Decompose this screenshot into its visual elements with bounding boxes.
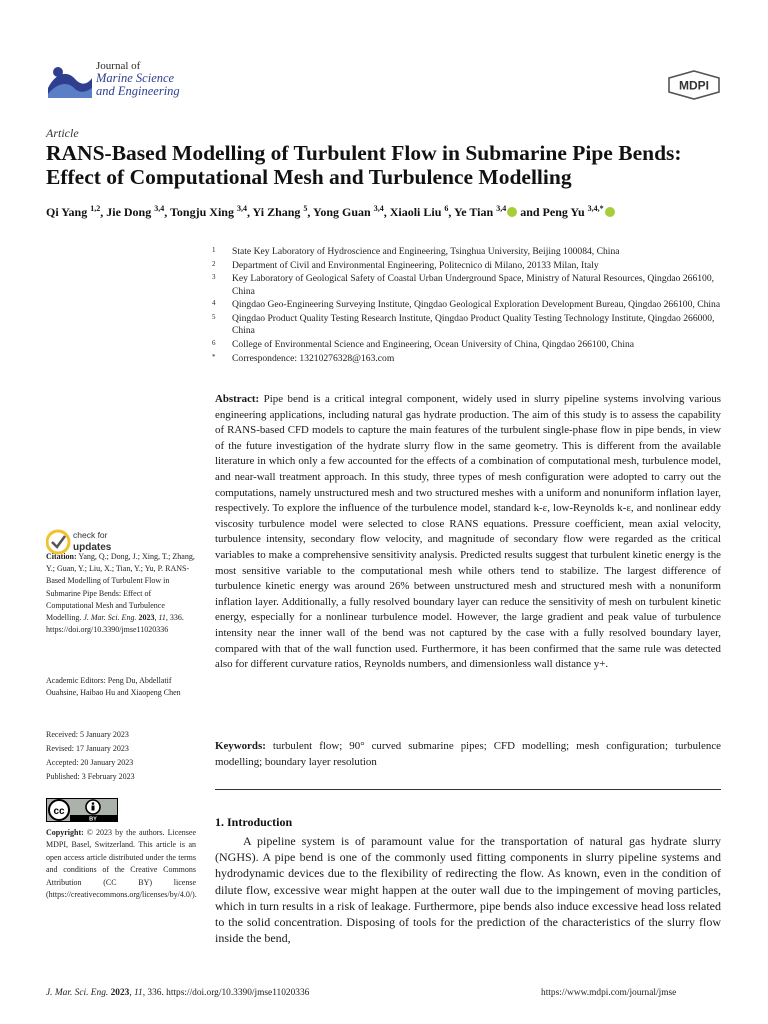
author-affiliation-marker: 3,4 <box>496 204 507 213</box>
journal-name <box>96 72 236 98</box>
affiliation-number: 5 <box>212 313 216 322</box>
footer-volume: 11 <box>134 988 143 998</box>
author-name[interactable]: Ye Tian <box>453 205 497 219</box>
cc-by-text: BY <box>89 816 97 822</box>
author-separator: and <box>517 205 543 219</box>
author-name[interactable]: Yi Zhang <box>252 205 304 219</box>
footer-year: 2023 <box>110 988 130 998</box>
journal-name-line-1: Marine Science <box>96 71 175 85</box>
dates-block <box>46 728 196 784</box>
copyright-label: Copyright: <box>46 828 84 837</box>
affiliation-text: College of Environmental Science and Engineering, Ocean University of China, Qingdao 266100, China <box>232 338 635 350</box>
article-title: RANS-Based Modelling of Turbulent Flow in Submarine Pipe Bends: Effect of Computational Mesh and Turbulence Modelling <box>46 141 682 189</box>
date-accepted: Accepted: 20 January 2023 <box>46 758 134 767</box>
footer-journal: J. Mar. Sci. Eng. <box>46 988 109 998</box>
author-affiliation-marker: 3,4 <box>373 204 384 213</box>
affiliation-item <box>212 273 722 297</box>
author-separator: , <box>164 205 171 219</box>
affiliation-number: 4 <box>212 299 216 308</box>
affiliation-text: State Key Laboratory of Hydroscience and Engineering, Tsinghua University, Beijing 100084, China <box>232 246 620 257</box>
check-updates-text-2: updates <box>73 542 112 553</box>
journal-name-line-2: and Engineering <box>96 84 180 98</box>
affiliation-text: Department of Civil and Environmental Engineering, Politecnico di Milano, 20133 Milan, Italy <box>232 259 599 271</box>
author-affiliation-marker: 3,4 <box>236 204 247 213</box>
keywords <box>215 739 721 770</box>
citation-doi[interactable]: , 336. https://doi.org/10.3390/jmse11020336 <box>46 613 184 635</box>
author-affiliation-marker: 3,4 <box>154 204 165 213</box>
footer-citation: J. Mar. Sci. Eng. 2023, 11, 336. https://doi.org/10.3390/jmse11020336 <box>46 988 310 998</box>
introduction-heading: 1. Introduction <box>215 815 293 829</box>
author-affiliation-marker: 5 <box>303 204 308 213</box>
copyright-block <box>46 827 196 901</box>
author-name[interactable]: Yong Guan <box>312 205 374 219</box>
cc-by-license-icon[interactable] <box>46 798 118 822</box>
keywords-label: Keywords: <box>215 740 266 752</box>
date-revised: Revised: 17 January 2023 <box>46 744 129 753</box>
section-divider <box>215 789 721 790</box>
author-name[interactable]: Peng Yu <box>542 205 588 219</box>
author-affiliation-marker: 6 <box>444 204 449 213</box>
introduction-paragraph: A pipeline system is of paramount value for the transportation of natural gas hydrate slurry (NGHS). A pipe bend is one of the commonly used fitting components in slurry pipeline systems and hydrodynamic devices due to the flexibility of redirecting the flow. As known, even in the condition of dilute flow, excessive wear might happen at the outer wall due to the impingement of moving particles, which in turn results in a risk of leakage. Furthermore, pipe bends also induce excessive head loss related to the solid concentration. Disposing of tools for the prediction of the characteristics of the slurry flow inside the bend, <box>215 834 721 946</box>
affiliation-number: 6 <box>212 338 216 347</box>
affiliation-number: * <box>212 352 216 361</box>
mdpi-logo-icon <box>666 70 722 100</box>
affiliation-text: Correspondence: 13210276328@163.com <box>232 352 395 364</box>
date-published: Published: 3 February 2023 <box>46 772 135 781</box>
check-updates-text-1: check for <box>73 530 108 540</box>
author-name[interactable]: Jie Dong <box>106 205 155 219</box>
orcid-icon[interactable] <box>507 207 517 217</box>
affiliation-item <box>212 246 722 258</box>
citation-label: Citation: <box>46 552 77 561</box>
author-name[interactable]: Tongju Xing <box>170 205 237 219</box>
affiliation-text: Qingdao Geo-Engineering Surveying Institute, Qingdao Geological Exploration Development Bureau, Qingdao 266100, China <box>232 299 721 311</box>
author-affiliation-marker: 1,2 <box>90 204 101 213</box>
author-separator: , <box>307 205 313 219</box>
author-separator: , <box>100 205 107 219</box>
affiliation-item <box>212 353 722 365</box>
keywords-text: turbulent flow; 90° curved submarine pipes; CFD modelling; mesh configuration; turbulence modelling; boundary layer resolution <box>215 740 721 768</box>
author-separator: , <box>448 205 454 219</box>
journal-of-label: Journal of <box>96 60 141 72</box>
citation-journal: J. Mar. Sci. Eng. <box>83 613 137 623</box>
abstract-label: Abstract: <box>215 393 260 405</box>
orcid-icon[interactable] <box>605 207 615 217</box>
citation-block: Citation: Yang, Q.; Dong, J.; Xing, T.; Zhang, Y.; Guan, Y.; Liu, X.; Tian, Y.; Yu, P. RANS-Based Modelling of Turbulent Flow in Submarine Pipe Bends: Effect of Computational Mesh and Turbulence Modelling. J. Mar. Sci. Eng. 2023, 11, 336. https://doi.org/10.3390/jmse11020336 <box>46 552 195 635</box>
affiliations <box>212 246 722 366</box>
author-name[interactable]: Qi Yang <box>46 205 91 219</box>
author-separator: , <box>246 205 253 219</box>
affiliation-text: Key Laboratory of Geological Safety of Coastal Urban Underground Space, Ministry of Natural Resources, Qingdao 266100, China <box>232 273 715 297</box>
abstract-text: Pipe bend is a critical integral component, widely used in slurry pipeline systems involving various engineering applications, including natural gas hydrate production. The aim of this study is to assess the capability of RANS-based CFD models to capture the main features of the turbulent single-phase flow in pipe bends, in view of the future investigation of the hydrate slurry flow in the same geometry. This is different from the available literature in which only a few accounted for the effects of a combination of computational mesh, turbulence model, and near-wall treatment approach. In this study, three types of mesh configuration were adopted to carry out the computations, namely unstructured mesh and two structured meshes with a uniform and nonuniform inflation layer, respectively. To explore the influence of the turbulence model, standard k-ε, low-Reynolds k-ε, and nonlinear eddy viscosity turbulence model were selected to close RANS equations. Pressure coefficient, mean axial velocity, turbulence intensity, secondary flow velocity, and magnitude of secondary flow were regarded as the critical variables to make a comprehensive sensitivity analysis. Predicted results suggest that turbulent kinetic energy is the most sensitive variable to the computational mesh while others tend to stabilize. The largest difference of turbulence kinetic energy was around 26% between unstructured mesh and structured mesh with a nonuniform inflation layer. Additionally, a fully resolved boundary layer can reduce the sensitivity of mesh on turbulent kinetic energy, especially for a nonlinear turbulence model. However, the large gradient and peak value of turbulence intensity near the inner wall of the bend was not captured by the case with a fully resolved boundary layer, compared with that of the wall function used. Furthermore, it has been confirmed that the same rule was detected also for different curvature ratios, Reynolds numbers, and dimensionless wall distance y+. <box>215 393 721 671</box>
introduction-text <box>215 833 721 946</box>
author-affiliation-marker: 3,4,* <box>587 204 604 213</box>
affiliation-item <box>212 313 722 337</box>
journal-logo-icon <box>46 58 92 98</box>
citation-text: Yang, Q.; Dong, J.; Xing, T.; Zhang, Y.; Guan, Y.; Liu, X.; Tian, Y.; Yu, P. RANS-Based Modelling of Turbulent Flow in Submarine Pipe Bends: Effect of Computational Mesh and Turbulence Modelling. <box>46 552 195 623</box>
abstract <box>215 392 721 673</box>
affiliation-text: Qingdao Product Quality Testing Research Institute, Qingdao Product Quality Testing Technology Institute, Qingdao 266000, China <box>232 313 715 337</box>
svg-text:cc: cc <box>53 806 65 817</box>
author-name[interactable]: Xiaoli Liu <box>389 205 445 219</box>
affiliation-number: 3 <box>212 273 216 282</box>
author-separator: , <box>383 205 390 219</box>
affiliation-number: 1 <box>212 246 216 254</box>
citation-volume: 11 <box>158 613 166 623</box>
footer-journal-url[interactable]: https://www.mdpi.com/journal/jmse <box>541 988 677 998</box>
copyright-text: © 2023 by the authors. Licensee MDPI, Basel, Switzerland. This article is an open access article distributed under the terms and conditions of the Creative Commons Attribution (CC BY) license (https://creativecommons.org/licenses/by/4.0/). <box>46 828 197 900</box>
author-list <box>46 204 746 220</box>
affiliation-item <box>212 260 722 272</box>
academic-editors: Academic Editors: Peng Du, Abdellatif Ouahsine, Haibao Hu and Xiaopeng Chen <box>46 676 181 698</box>
affiliation-item <box>212 339 722 351</box>
footer-doi-link[interactable]: , 336. https://doi.org/10.3390/jmse11020336 <box>142 988 310 998</box>
date-received: Received: 5 January 2023 <box>46 730 129 739</box>
affiliation-number: 2 <box>212 259 216 268</box>
affiliation-item <box>212 299 722 311</box>
citation-year: 2023 <box>138 613 155 623</box>
mdpi-logo-text: MDPI <box>679 78 709 93</box>
article-type: Article <box>46 126 79 140</box>
